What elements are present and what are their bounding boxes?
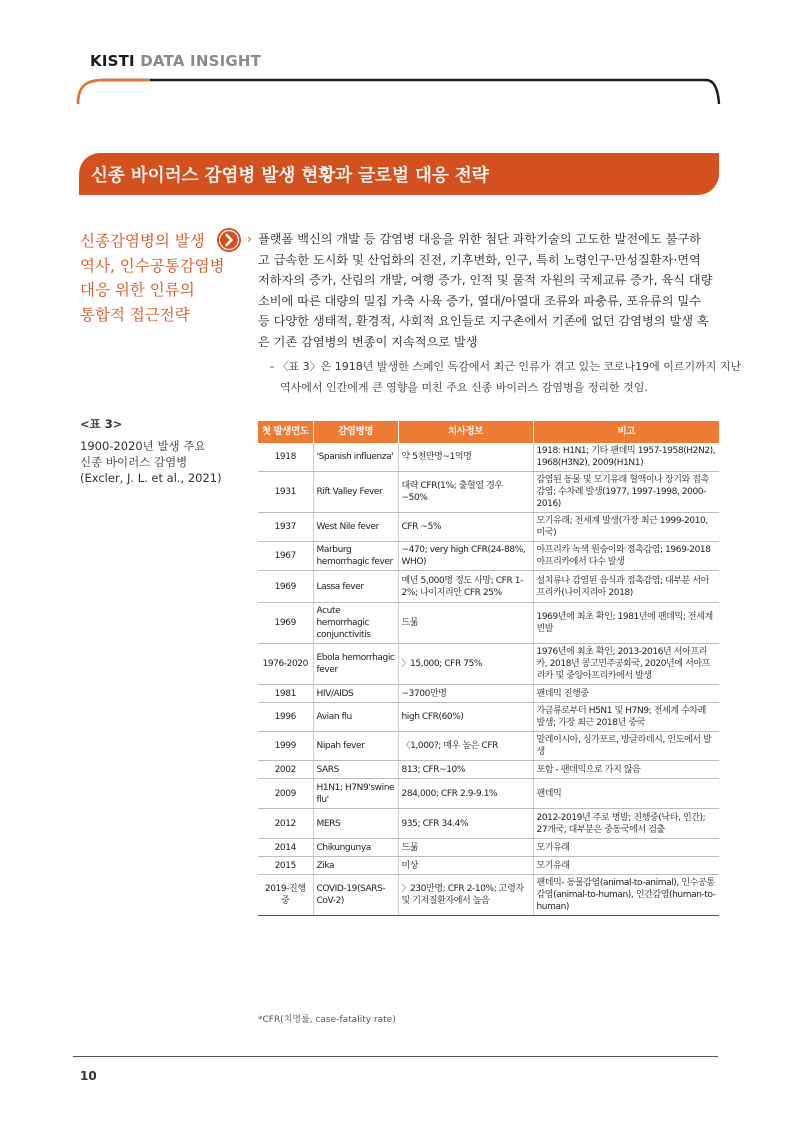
table-row bbox=[258, 685, 719, 703]
year-cell: 1969 bbox=[258, 571, 313, 603]
note-cell: 모기유래; 전세계 발생(가장 최근 1999-2010, 미국) bbox=[533, 513, 719, 542]
disease-cell: 'Spanish influenza' bbox=[313, 443, 398, 472]
table-row bbox=[258, 542, 719, 571]
year-cell: 2012 bbox=[258, 809, 313, 839]
footnote: *CFR(치명률, case-fatality rate) bbox=[258, 1015, 396, 1025]
table-caption bbox=[80, 416, 235, 486]
note-cell: 감염된 동물 및 모기유래 혈액이나 장기와 접촉감염; 수차례 발생(1977, 1997-1998, 2000-2016) bbox=[533, 472, 719, 513]
disease-cell: H1N1; H7N9'swine flu' bbox=[313, 779, 398, 809]
sub-bullet bbox=[270, 357, 742, 398]
table-row bbox=[258, 809, 719, 839]
table-label: <표 3> bbox=[80, 417, 123, 431]
year-cell: 1969 bbox=[258, 603, 313, 644]
fatality-cell: 〉230만명; CFR 2-10%; 고령자 및 기저질환자에서 높음 bbox=[398, 875, 533, 916]
note-cell: 1969년에 최초 확인; 1981년에 팬데믹; 전세계 빈발 bbox=[533, 603, 719, 644]
sub-bullet-line: 역사에서 인간에게 큰 영향을 미친 주요 신종 바이러스 감염병을 정리한 것임. bbox=[280, 380, 648, 394]
disease-cell: Ebola hemorrhagic fever bbox=[313, 644, 398, 685]
side-heading-line: 통합적 접근전략 bbox=[80, 305, 190, 324]
disease-cell: Lassa fever bbox=[313, 571, 398, 603]
note-cell: 모기유래 bbox=[533, 857, 719, 875]
year-cell: 2019-진행중 bbox=[258, 875, 313, 916]
table-row bbox=[258, 779, 719, 809]
table-row bbox=[258, 571, 719, 603]
caption-line: 신종 바이러스 감염병 bbox=[80, 455, 188, 469]
brand-name: KISTI bbox=[90, 52, 135, 70]
body-line: 저하자의 증가, 산림의 개발, 여행 증가, 인적 및 물적 자원의 국제교류 증가, 육식 대량 bbox=[258, 273, 713, 287]
year-cell: 1937 bbox=[258, 513, 313, 542]
table-row bbox=[258, 703, 719, 732]
table-row bbox=[258, 644, 719, 685]
publication-header bbox=[90, 52, 261, 70]
disease-cell: Avian flu bbox=[313, 703, 398, 732]
note-cell: 포함 - 팬데믹으로 가지 않음 bbox=[533, 761, 719, 779]
note-cell: 가금류로부터 H5N1 및 H7N9; 전세계 수차례 발생; 가장 최근 2018년 중국 bbox=[533, 703, 719, 732]
year-cell: 1999 bbox=[258, 732, 313, 761]
disease-cell: Zika bbox=[313, 857, 398, 875]
side-heading-line: 신종감염병의 발생 bbox=[80, 232, 205, 250]
fatality-cell: 〈1,000?; 매우 높은 CFR bbox=[398, 732, 533, 761]
fatality-cell: 284,000; CFR 2.9-9.1% bbox=[398, 779, 533, 809]
table-row bbox=[258, 472, 719, 513]
disease-cell: Acute hemorrhagic conjunctivitis bbox=[313, 603, 398, 644]
fatality-cell: ~470; very high CFR(24-88%, WHO) bbox=[398, 542, 533, 571]
year-cell: 2009 bbox=[258, 779, 313, 809]
note-cell: 1976년에 최초 확인; 2013-2016년 서아프리카, 2018년 콩고민주공화국, 2020년에 서아프리카 및 중앙아프리카에서 발생 bbox=[533, 644, 719, 685]
disease-cell: Marburg hemorrhagic fever bbox=[313, 542, 398, 571]
year-cell: 2002 bbox=[258, 761, 313, 779]
column-header: 치사정보 bbox=[398, 421, 533, 443]
page-number: 10 bbox=[80, 1069, 97, 1083]
table-header-row bbox=[258, 421, 719, 443]
bullet-marker: › bbox=[247, 232, 252, 246]
note-cell: 1918: H1N1; 기타 팬데믹 1957-1958(H2N2), 1968(H3N2), 2009(H1N1) bbox=[533, 443, 719, 472]
column-header: 비고 bbox=[533, 421, 719, 443]
sub-bullet-line: - 〈표 3〉은 1918년 발생한 스페인 독감에서 최근 인류가 겪고 있는 코로나19에 이르기까지 지난 bbox=[270, 360, 742, 373]
footer-divider bbox=[73, 1056, 718, 1057]
table-row bbox=[258, 875, 719, 916]
side-heading-line: 역사, 인수공통감염병 bbox=[80, 256, 225, 275]
fatality-cell: 813; CFR~10% bbox=[398, 761, 533, 779]
fatality-cell: high CFR(60%) bbox=[398, 703, 533, 732]
side-heading bbox=[80, 229, 230, 327]
brand-subtitle: DATA INSIGHT bbox=[140, 52, 262, 70]
year-cell: 1976-2020 bbox=[258, 644, 313, 685]
fatality-cell: 드묾 bbox=[398, 839, 533, 857]
disease-cell: West Nile fever bbox=[313, 513, 398, 542]
body-line: 소비에 따른 대량의 밀집 가축 사육 증가, 열대/아열대 조류와 파충류, 포유류의 밀수 bbox=[258, 293, 701, 308]
year-cell: 2014 bbox=[258, 839, 313, 857]
table-row bbox=[258, 839, 719, 857]
column-header: 감염병명 bbox=[313, 421, 398, 443]
note-cell: 모기유래 bbox=[533, 839, 719, 857]
column-header: 첫 발생연도 bbox=[258, 421, 313, 443]
fatality-cell: 매년 5,000명 정도 사망; CFR 1-2%; 나이지리안 CFR 25% bbox=[398, 571, 533, 603]
table-row bbox=[258, 732, 719, 761]
note-cell: 팬데믹 진행중 bbox=[533, 685, 719, 703]
year-cell: 1918 bbox=[258, 443, 313, 472]
body-paragraph bbox=[247, 229, 720, 352]
side-heading-line: 대응 위한 인류의 bbox=[80, 281, 195, 299]
caption-line: 1900-2020년 발생 주요 bbox=[80, 439, 206, 453]
note-cell: 말레이시아, 싱가포르, 방글라데시, 인도에서 발생 bbox=[533, 732, 719, 761]
section-banner bbox=[79, 153, 719, 195]
note-cell: 팬데믹 bbox=[533, 779, 719, 809]
disease-cell: Rift Valley Fever bbox=[313, 472, 398, 513]
disease-cell: MERS bbox=[313, 809, 398, 839]
body-line: 플랫폼 백신의 개발 등 감염병 대응을 위한 첨단 과학기술의 고도한 발전에도 불구하 bbox=[258, 232, 701, 246]
disease-cell: Nipah fever bbox=[313, 732, 398, 761]
year-cell: 1996 bbox=[258, 703, 313, 732]
disease-cell: Chikungunya bbox=[313, 839, 398, 857]
table-row bbox=[258, 761, 719, 779]
body-line: 고 급속한 도시화 및 산업화의 진전, 기후변화, 인구, 특히 노령인구·만성질환자·면역 bbox=[258, 252, 701, 267]
year-cell: 1931 bbox=[258, 472, 313, 513]
caption-line: (Excler, J. L. et al., 2021) bbox=[80, 471, 222, 485]
note-cell: 팬데믹- 동물감염(animal-to-animal), 인수공통감염(animal-to-human), 인간감염(human-to-human) bbox=[533, 875, 719, 916]
table-row bbox=[258, 857, 719, 875]
table-row bbox=[258, 513, 719, 542]
fatality-cell: 미상 bbox=[398, 857, 533, 875]
fatality-cell: 약 5천만명~1억명 bbox=[398, 443, 533, 472]
table-row bbox=[258, 603, 719, 644]
body-line: 등 다양한 생태적, 환경적, 사회적 요인들로 지구촌에서 기존에 없던 감염병의 발생 혹 bbox=[258, 314, 709, 328]
fatality-cell: 대략 CFR(1%; 출혈열 경우 ~50% bbox=[398, 472, 533, 513]
fatality-cell: CFR ~5% bbox=[398, 513, 533, 542]
year-cell: 1967 bbox=[258, 542, 313, 571]
table-row bbox=[258, 443, 719, 472]
disease-cell: SARS bbox=[313, 761, 398, 779]
chevron-right-icon bbox=[217, 228, 241, 252]
year-cell: 1981 bbox=[258, 685, 313, 703]
fatality-cell: 935; CFR 34.4% bbox=[398, 809, 533, 839]
disease-cell: COVID-19(SARS-CoV-2) bbox=[313, 875, 398, 916]
note-cell: 아프리카 녹색 원숭이와 접촉감염; 1969-2018 아프리카에서 다수 발생 bbox=[533, 542, 719, 571]
section-title: 신종 바이러스 감염병 발생 현황과 글로벌 대응 전략 bbox=[91, 166, 489, 186]
note-cell: 설치류나 감염된 음식과 접촉감염; 대부분 서아프리카(나이지리아 2018) bbox=[533, 571, 719, 603]
virus-outbreak-table bbox=[258, 421, 719, 916]
fatality-cell: ~3700만명 bbox=[398, 685, 533, 703]
year-cell: 2015 bbox=[258, 857, 313, 875]
note-cell: 2012-2019년 주로 병발; 진행중(낙타, 인간); 27개국, 대부분은 중동국에서 검출 bbox=[533, 809, 719, 839]
disease-cell: HIV/AIDS bbox=[313, 685, 398, 703]
body-line: 은 기존 감염병의 변종이 지속적으로 발생 bbox=[258, 334, 478, 349]
fatality-cell: 〉15,000; CFR 75% bbox=[398, 644, 533, 685]
fatality-cell: 드묾 bbox=[398, 603, 533, 644]
